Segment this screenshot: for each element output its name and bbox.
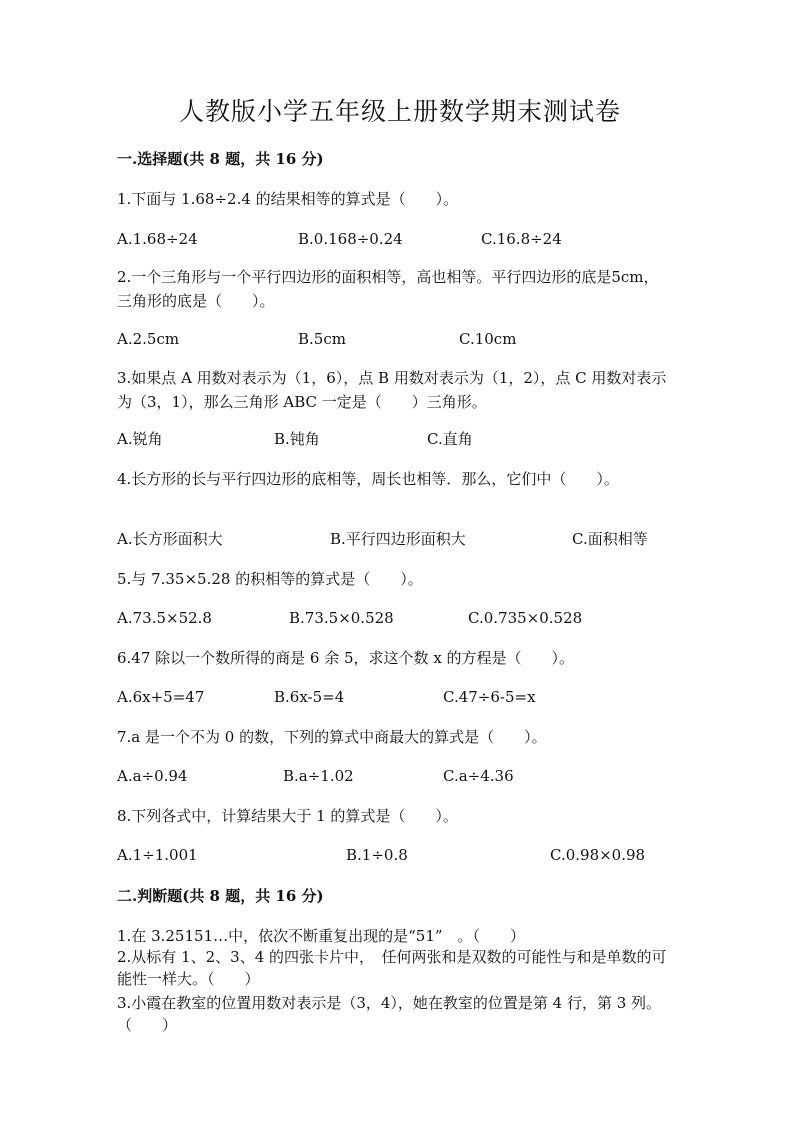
q8-option-a: A.1÷1.001	[117, 846, 198, 864]
q1-option-b: B.0.168÷0.24	[298, 230, 403, 248]
judgement-question-2: 2.从标有 1、2、3、4 的四张卡片中， 任何两张和是双数的可能性与和是单数的可能性一样大。（ ）	[117, 948, 667, 988]
q7-option-c: C.a÷4.36	[443, 767, 514, 785]
q3-option-b: B.钝角	[274, 430, 320, 448]
q6-option-c: C.47÷6-5=x	[443, 688, 536, 706]
q7-option-a: A.a÷0.94	[117, 767, 188, 785]
q4-option-a: A.长方形面积大	[117, 530, 223, 548]
judgement-question-1: 1.在 3.25151…中，依次不断重复出现的是“51” 。（ ）	[117, 927, 526, 945]
question-6: 6.47 除以一个数所得的商是 6 余 5，求这个数 x 的方程是（ ）。	[117, 649, 575, 667]
q4-option-c: C.面积相等	[572, 530, 648, 548]
q5-option-b: B.73.5×0.528	[289, 609, 394, 627]
question-3: 3.如果点 A 用数对表示为（1，6），点 B 用数对表示为（1，2），点 C 用数对表示为（3，1），那么三角形 ABC 一定是（ ）三角形。	[117, 369, 667, 411]
question-2: 2.一个三角形与一个平行四边形的面积相等，高也相等。平行四边形的底是5cm，三角形的底是（ ）。	[117, 268, 659, 310]
section-heading-choice: 一.选择题(共 8 题，共 16 分)	[117, 150, 324, 168]
q8-option-c: C.0.98×0.98	[550, 846, 646, 864]
judgement-question-3: 3.小霞在教室的位置用数对表示是（3，4），她在教室的位置是第 4 行，第 3 列。（ ）	[117, 994, 662, 1034]
q8-option-b: B.1÷0.8	[346, 846, 408, 864]
q3-option-a: A.锐角	[117, 430, 163, 448]
q5-option-c: C.0.735×0.528	[468, 609, 583, 627]
q1-option-a: A.1.68÷24	[117, 230, 198, 248]
q3-option-c: C.直角	[427, 430, 473, 448]
q1-option-c: C.16.8÷24	[481, 230, 562, 248]
q5-option-a: A.73.5×52.8	[117, 609, 212, 627]
q2-option-a: A.2.5cm	[117, 330, 180, 348]
page-title: 人教版小学五年级上册数学期末测试卷	[178, 97, 621, 126]
q7-option-b: B.a÷1.02	[283, 767, 354, 785]
question-8: 8.下列各式中，计算结果大于 1 的算式是（ ）。	[117, 807, 458, 825]
question-4: 4.长方形的长与平行四边形的底相等，周长也相等．那么，它们中（ ）。	[117, 470, 619, 488]
q6-option-b: B.6x-5=4	[274, 688, 345, 706]
q2-option-c: C.10cm	[459, 330, 517, 348]
question-1: 1.下面与 1.68÷2.4 的结果相等的算式是（ ）。	[117, 190, 459, 208]
q4-option-b: B.平行四边形面积大	[330, 530, 466, 548]
question-7: 7.a 是一个不为 0 的数，下列的算式中商最大的算式是（ ）。	[117, 728, 547, 746]
question-5: 5.与 7.35×5.28 的积相等的算式是（ ）。	[117, 570, 423, 588]
q2-option-b: B.5cm	[298, 330, 346, 348]
section-heading-judgement: 二.判断题(共 8 题，共 16 分)	[117, 887, 324, 905]
q6-option-a: A.6x+5=47	[117, 688, 205, 706]
